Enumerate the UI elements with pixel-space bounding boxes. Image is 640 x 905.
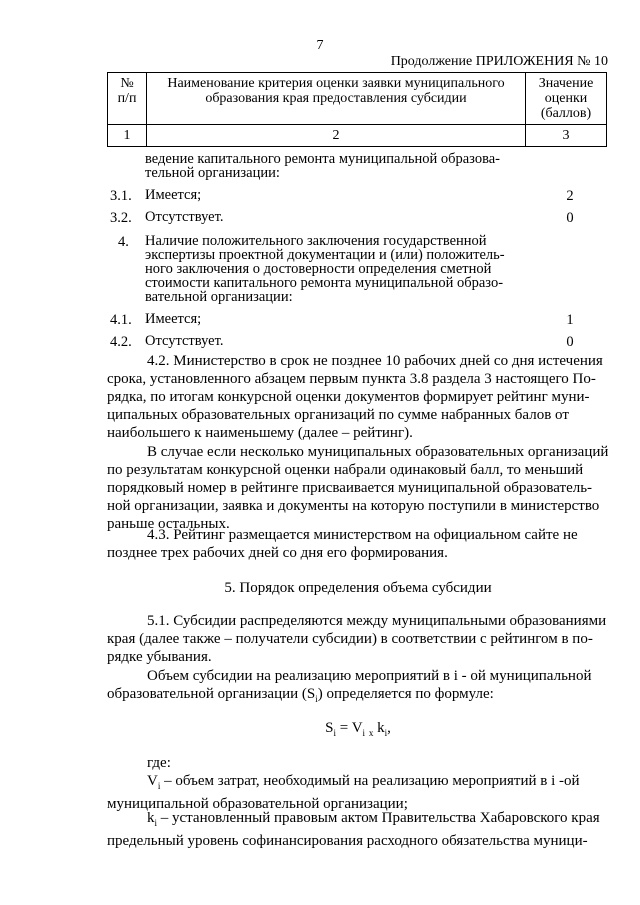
criteria-table-header: [107, 72, 607, 147]
paragraph-4-3: 4.3. Рейтинг размещается министерством на официальном сайте не позднее трех рабочих дней со дня его формирования.: [107, 527, 578, 561]
row-4-1-value: 1: [566, 312, 574, 328]
row-3-2-number: 3.2.: [110, 210, 132, 226]
row-3-2-label: Отсутствует.: [145, 209, 224, 225]
col-score-header: Значение оценки (баллов): [526, 73, 607, 125]
definition-vi: $V_i$ – объем затрат, необходимый на реализацию мероприятий в i -ой муниципальной образовательной организации;: [107, 773, 580, 812]
row-3-1-label: Имеется;: [145, 187, 202, 203]
page-number: 7: [316, 38, 324, 53]
table-index-row: [108, 125, 607, 147]
where-label: где:: [147, 755, 171, 771]
col-number-header: № п/п: [108, 73, 147, 125]
row-3-1-number: 3.1.: [110, 188, 132, 204]
criterion-3-continuation: ведение капитального ремонта муниципальной образова- тельной организации:: [145, 151, 500, 181]
index-cell-1: 1: [108, 125, 147, 147]
row-3-2-value: 0: [566, 210, 574, 226]
paragraph-subsidy-volume: Объем субсидии на реализацию мероприятий в i - ой муниципальной образовательной организации $(S_i)$ определяется по формуле:: [107, 668, 592, 704]
row-4-criterion: Наличие положительного заключения государственной экспертизы проектной документации и (или) положитель- ного заключения о достоверности определения сметной стоимости капитального ремонта муниципальной образо- вательной организации:: [145, 233, 505, 305]
row-4-2-label: Отсутствует.: [145, 333, 224, 349]
paragraph-equal-score: В случае если несколько муниципальных образовательных организаций по результатам конкурсной оценки набрали одинаковый балл, то меньший порядковый номер в рейтинге присваивается муниципальной образователь- ной организации, заявка и документы на которую поступили в министерство раньше остальных.: [107, 444, 609, 532]
row-4-2-number: 4.2.: [110, 334, 132, 350]
paragraph-4-2: 4.2. Министерство в срок не позднее 10 рабочих дней со дня истечения срока, установленного абзацем первым пункта 3.8 раздела 3 настоящего По- рядка, по итогам конкурсной оценки документов формирует рейтинг муни- ципальных образовательных организаций по сумме набранных балов от наибольшего к наименьшему (далее – рейтинг).: [107, 353, 603, 441]
row-3-1-value: 2: [566, 188, 574, 204]
col-criterion-header: Наименование критерия оценки заявки муниципального образования края предоставления субсидии: [147, 73, 526, 125]
row-4-2-value: 0: [566, 334, 574, 350]
index-cell-3: 3: [526, 125, 607, 147]
index-cell-2: 2: [147, 125, 526, 147]
row-4-number: 4.: [118, 234, 129, 250]
definition-ki: $k_i$ – установленный правовым актом Правительства Хабаровского края предельный уровень софинансирования расходного обязательства муници-: [107, 810, 600, 849]
paragraph-5-1: 5.1. Субсидии распределяются между муниципальными образованиями края (далее также – получатели субсидии) в соответствии с рейтингом в по- рядке убывания.: [107, 613, 607, 665]
continuation-label: Продолжение ПРИЛОЖЕНИЯ № 10: [390, 54, 608, 69]
row-4-1-number: 4.1.: [110, 312, 132, 328]
section-5-title: 5. Порядок определения объема субсидии: [224, 580, 492, 596]
table-header-row: [108, 73, 607, 125]
row-4-1-label: Имеется;: [145, 311, 202, 327]
subsidy-formula: $S_i = V_i$ $_x$ $k_i$,: [325, 720, 391, 738]
